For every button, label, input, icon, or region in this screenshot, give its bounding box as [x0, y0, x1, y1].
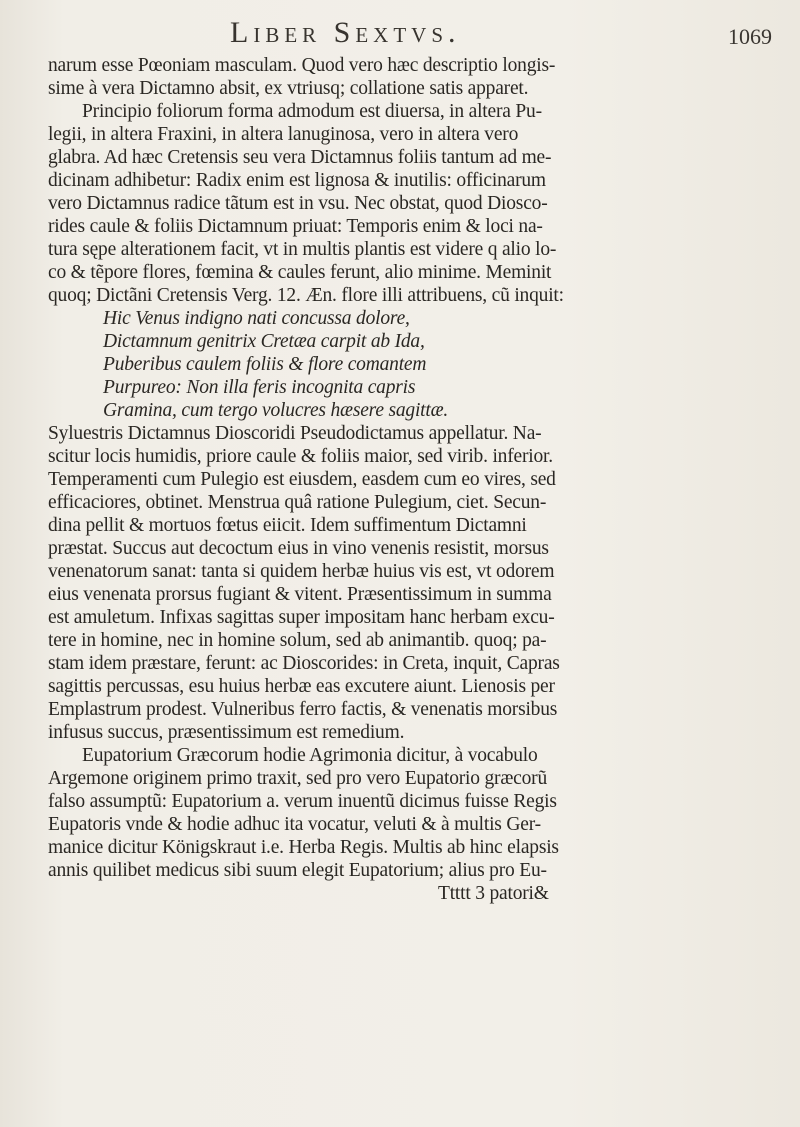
running-title: Liber Sextvs.: [230, 16, 461, 49]
verse-line: Dictamnum genitrix Cretæa carpit ab Ida,: [103, 331, 425, 352]
text-line: infusus succus, præsentissimum est remedium.: [48, 722, 405, 743]
text-line: scitur locis humidis, priore caule & foliis maior, sed virib. inferior.: [48, 446, 553, 467]
verse-line: Gramina, cum tergo volucres hæsere sagittæ.: [103, 400, 449, 421]
text-line: est amuletum. Infixas sagittas super impositam hanc herbam excu-: [48, 607, 555, 628]
text-line: dicinam adhibetur: Radix enim est lignosa & inutilis: officinarum: [48, 170, 546, 191]
text-line: Principio foliorum forma admodum est diuersa, in altera Pu-: [82, 101, 542, 122]
text-line: Ttttt 3 patori&: [438, 883, 549, 904]
text-line: falso assumptũ: Eupatorium a. verum inuentũ dicimus fuisse Regis: [48, 791, 557, 812]
text-line: Emplastrum prodest. Vulneribus ferro factis, & venenatis morsibus: [48, 699, 558, 720]
text-line: manice dicitur Königskraut i.e. Herba Regis. Multis ab hinc elapsis: [48, 837, 559, 858]
text-line: Temperamenti cum Pulegio est eiusdem, easdem cum eo vires, sed: [48, 469, 556, 490]
text-line: narum esse Pœoniam masculam. Quod vero hæc descriptio longis-: [48, 55, 556, 76]
text-line: Eupatoris vnde & hodie adhuc ita vocatur, veluti & à multis Ger-: [48, 814, 541, 835]
text-line: efficaciores, obtinet. Menstrua quâ ratione Pulegium, ciet. Secun-: [48, 492, 547, 513]
text-line: præstat. Succus aut decoctum eius in vino venenis resistit, morsus: [48, 538, 549, 559]
text-line: sagittis percussas, esu huius herbæ eas excutere aiunt. Lienosis per: [48, 676, 555, 697]
text-line: venenatorum sanat: tanta si quidem herbæ huius vis est, vt odorem: [48, 561, 555, 582]
text-line: annis quilibet medicus sibi suum elegit Eupatorium; alius pro Eu-: [48, 860, 547, 881]
text-line: sime à vera Dictamno absit, ex vtriusq; collatione satis apparet.: [48, 78, 529, 99]
verse-line: Puberibus caulem foliis & flore comantem: [103, 354, 427, 375]
text-line: stam idem præstare, ferunt: ac Dioscorides: in Creta, inquit, Capras: [48, 653, 560, 674]
text-line: co & tẽpore flores, fœmina & caules ferunt, alio minime. Meminit: [48, 262, 552, 283]
text-line: rides caule & foliis Dictamnum priuat: Temporis enim & loci na-: [48, 216, 543, 237]
text-line: eius venenata prorsus fugiant & vitent. Præsentissimum in summa: [48, 584, 552, 605]
verse-line: Hic Venus indigno nati concussa dolore,: [103, 308, 410, 329]
text-line: dina pellit & mortuos fœtus eiicit. Idem suffimentum Dictamni: [48, 515, 527, 536]
text-line: legii, in altera Fraxini, in altera lanuginosa, vero in altera vero: [48, 124, 519, 145]
text-line: Argemone originem primo traxit, sed pro vero Eupatorio græcorũ: [48, 768, 547, 789]
text-line: tura sępe alterationem facit, vt in multis plantis est videre q alio lo-: [48, 239, 557, 260]
text-line: tere in homine, nec in homine solum, sed ab animantib. quoq; pa-: [48, 630, 547, 651]
page-header: [0, 14, 800, 54]
text-line: Syluestris Dictamnus Dioscoridi Pseudodictamus appellatur. Na-: [48, 423, 542, 444]
text-line: quoq; Dictãni Cretensis Verg. 12. Æn. flore illi attribuens, cũ inquit:: [48, 285, 564, 306]
text-line: vero Dictamnus radice tãtum est in vsu. Nec obstat, quod Diosco-: [48, 193, 548, 214]
verse-line: Purpureo: Non illa feris incognita capris: [103, 377, 416, 398]
body-text: [48, 54, 768, 905]
text-line: glabra. Ad hæc Cretensis seu vera Dictamnus foliis tantum ad me-: [48, 147, 552, 168]
page-number: 1069: [728, 24, 772, 49]
text-line: Eupatorium Græcorum hodie Agrimonia dicitur, à vocabulo: [82, 745, 538, 766]
